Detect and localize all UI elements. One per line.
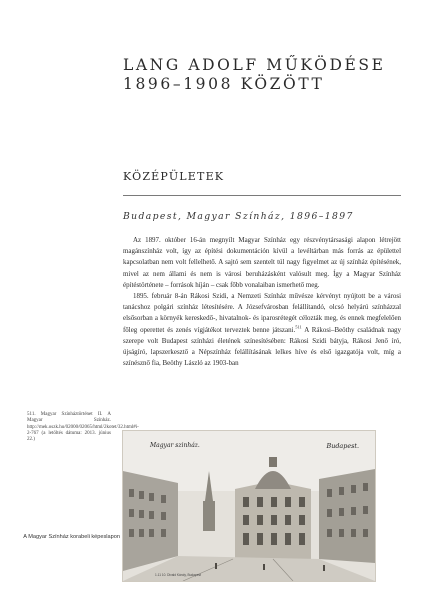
body-paragraph	[123, 291, 401, 369]
section-title: KÖZÉPÜLETEK	[123, 170, 225, 183]
subsection-title: Budapest, Magyar Színház, 1896–1897	[123, 211, 354, 222]
body-paragraph: Az 1897. október 16-án megnyílt Magyar Színház egy részvénytársasági alapon létrejött magánszínház volt, így az építési dokumentáción kívül a levéltárban más forrás az épülettel kapcsolatban nem volt fellelhető. A sajtó sem szentelt túl nagy figyelmet az új színház építésének, mivel az nem állami és nem is városi beruházásként valósult meg. Így a Magyar Színház építéstörténete – források híján – csak főbb vonalaiban ismerhető meg.	[123, 236, 401, 289]
postcard-label-theater: Magyar szinház.	[150, 442, 200, 449]
postcard-imprint: 1.11 10. Divald Károly, Budapest	[155, 573, 201, 577]
footnote-reference[interactable]: 511	[295, 324, 302, 330]
postcard-photo	[122, 430, 376, 582]
body-paragraph-text: A Rákosi–Beöthy családnak nagy szerepe volt Budapest színházi életének színesítésében: Rákosi Szidi bátyja, Rákosi Jenő író, újságíró, lapszerkesztő a Népszínház felállításának lelkes híve és első igazgatója volt, míg a színésznő fia, Beöthy László az 1903-ban	[123, 325, 401, 368]
body-paragraph-text: 1895. február 8-án Rákosi Szidi, a Nemzeti Színház művésze kérvényt nyújtott be a városi tanácshoz polgári színház létesítésére. A Józsefvárosban felállítandó, olcsó helyárú színházzal elsősorban a környék kereskedő-, hivatalnok- és iparosrétegét célozták meg, és ennek megfelelően főleg operettet és zenés vígjátékot terveztek benne játszani.	[123, 292, 401, 334]
chapter-title	[123, 56, 403, 94]
section-divider	[123, 195, 401, 196]
footnote: 511. Magyar Színháztörténet II. A Magyar Színház. http://mek.oszk.hu/02000/02065/html/2kotet/32.html#i-2-767 (a letöltés dátuma: 2013. június 22.)	[27, 412, 139, 443]
chapter-title-line-2: 1896–1908 KÖZÖTT	[123, 75, 325, 93]
theater-building-illustration	[123, 431, 375, 581]
chapter-title-line-1: LANG ADOLF MŰKÖDÉSE	[123, 56, 386, 74]
body-text	[123, 235, 401, 369]
postcard-label-city: Budapest.	[326, 442, 359, 450]
figure-caption: A Magyar Színház korabeli képeslapon	[23, 534, 120, 540]
